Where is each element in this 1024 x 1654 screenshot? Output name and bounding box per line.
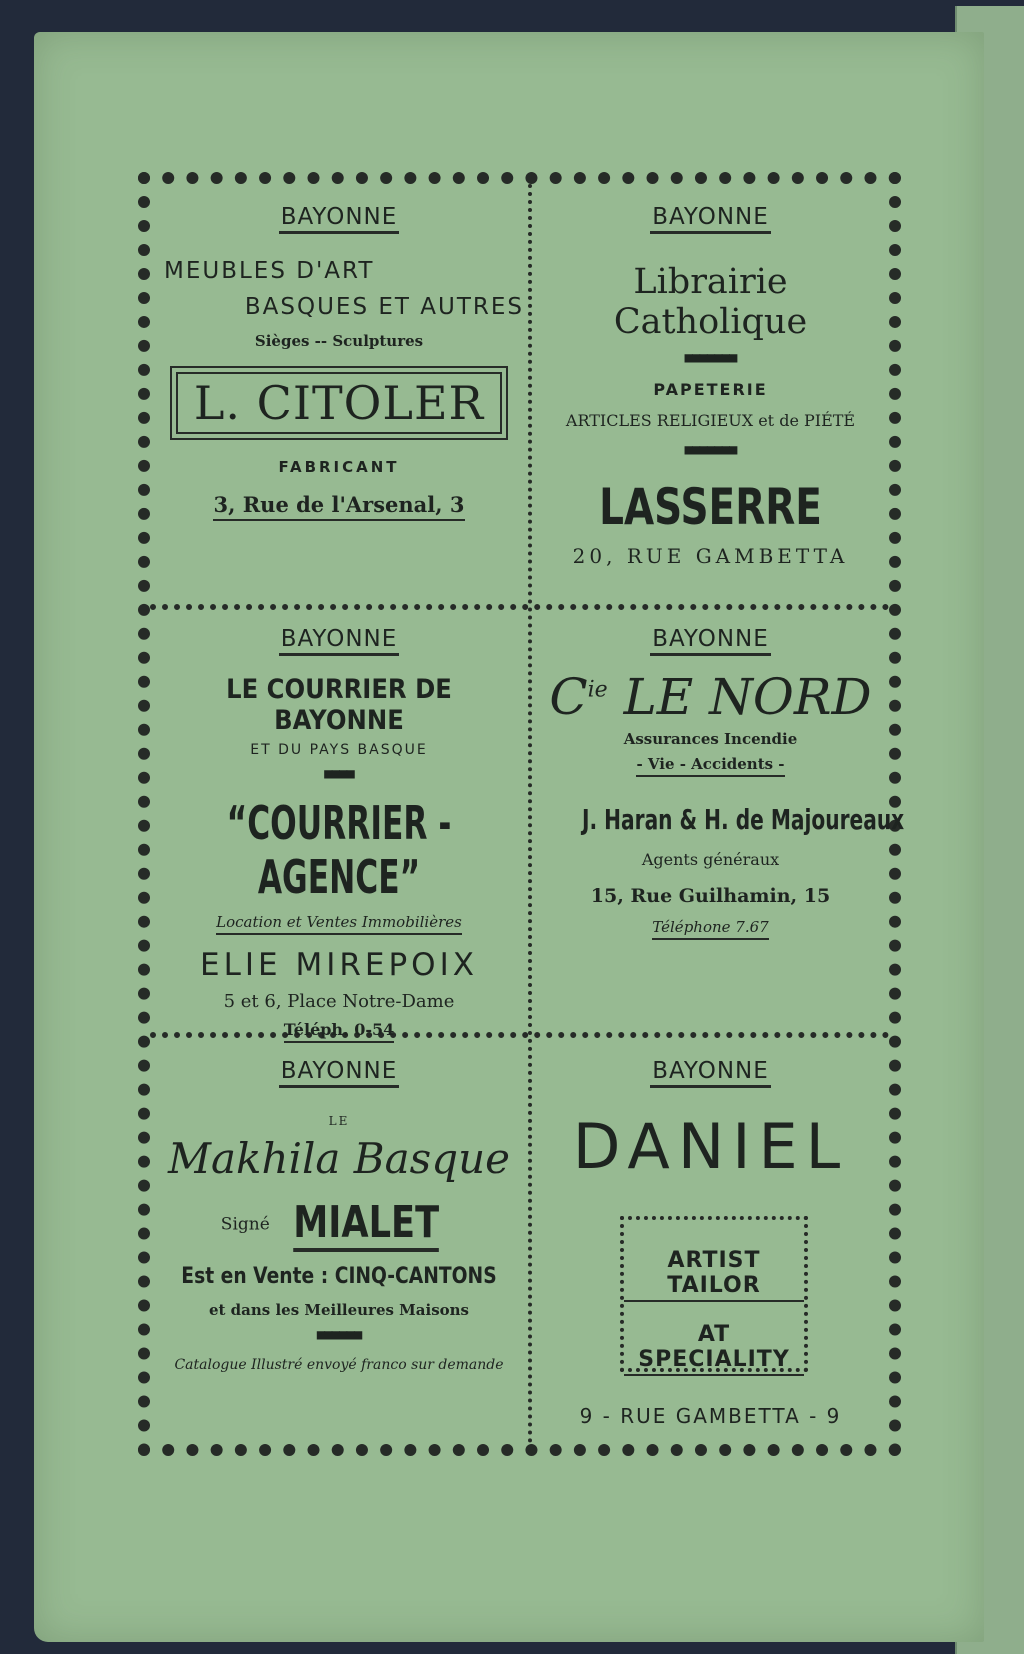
phone: Téléphone 7.67	[652, 918, 768, 940]
address: 20, RUE GAMBETTA	[572, 544, 849, 568]
ad-role: Agents généraux	[641, 850, 780, 869]
ad-subline: Sièges -- Sculptures	[254, 332, 424, 350]
ad-title: Makhila Basque	[167, 1134, 511, 1183]
phone: Téléph. 0-54	[284, 1020, 395, 1043]
ad-article: LE	[328, 1114, 350, 1128]
business-name: LASSERRE	[599, 478, 822, 536]
tailor-line	[624, 1322, 804, 1376]
ad-mialet	[150, 1038, 528, 1456]
agency-name: “COURRIER - AGENCE”	[226, 796, 452, 904]
agents-names: J. Haran & H. de Majoureaux	[581, 803, 905, 836]
address: 5 et 6, Place Notre-Dame	[223, 991, 455, 1012]
tailor-line-text: ARTIST TAILOR	[624, 1248, 804, 1302]
tailor-line-text: AT SPECIALITY	[624, 1322, 804, 1376]
ad-line: - Vie - Accidents -	[636, 755, 784, 777]
address: 3, Rue de l'Arsenal, 3	[213, 492, 464, 521]
company-prefix-sup: ie	[587, 677, 608, 703]
city-heading: BAYONNE	[279, 626, 400, 656]
tailor-box	[620, 1216, 808, 1372]
tailor-line	[624, 1248, 804, 1302]
ornament-divider: ■■■■■■■	[684, 442, 737, 458]
address: 15, Rue Guilhamin, 15	[590, 885, 831, 907]
business-name: MIALET	[293, 1197, 439, 1252]
city-heading: BAYONNE	[279, 204, 400, 234]
advertisement-grid	[138, 172, 905, 1456]
city-heading: BAYONNE	[650, 626, 771, 656]
signature-line	[150, 1197, 528, 1252]
ad-title: LE NORD	[623, 668, 872, 726]
city-heading: BAYONNE	[650, 204, 771, 234]
ad-subtitle: ET DU PAYS BASQUE	[250, 742, 428, 758]
city-heading: BAYONNE	[650, 1058, 771, 1088]
ad-line: MEUBLES D'ART	[164, 258, 375, 284]
business-name: L. CITOLER	[176, 372, 502, 434]
ad-line: Assurances Incendie	[623, 730, 798, 748]
city-heading: BAYONNE	[279, 1058, 400, 1088]
ornament-divider: ■■■■	[324, 766, 354, 782]
ornament-divider: ■■■■■■	[316, 1327, 362, 1343]
address: 9 - RUE GAMBETTA - 9	[579, 1404, 842, 1428]
sale-location-extra: et dans les Meilleures Maisons	[208, 1301, 469, 1319]
company-prefix: C	[549, 668, 588, 726]
ad-title: LE COURRIER DE BAYONNE	[226, 674, 452, 736]
ad-line: PAPETERIE	[653, 380, 768, 399]
ad-le-nord	[532, 610, 905, 1032]
signed-label: Signé	[220, 1214, 270, 1235]
agency-description: Location et Ventes Immobilières	[216, 913, 462, 935]
ornament-divider: ■■■■■■■	[684, 350, 737, 366]
catalogue-note: Catalogue Illustré envoyé franco sur demande	[174, 1357, 504, 1373]
ad-role: FABRICANT	[278, 458, 400, 476]
ad-title: Librairie Catholique	[613, 262, 808, 342]
sale-location: Est en Vente : CINQ-CANTONS	[181, 1264, 497, 1289]
ad-courrier	[150, 610, 528, 1039]
ad-line: BASQUES ET AUTRES	[244, 294, 524, 320]
ad-daniel	[532, 1038, 889, 1456]
ad-title-line	[532, 668, 889, 726]
business-name: ELIE MIREPOIX	[200, 947, 478, 983]
ad-lasserre	[532, 184, 889, 604]
ad-citoler	[150, 184, 528, 604]
business-name: DANIEL	[572, 1110, 849, 1183]
ad-line: ARTICLES RELIGIEUX et de PIÉTÉ	[565, 411, 856, 430]
